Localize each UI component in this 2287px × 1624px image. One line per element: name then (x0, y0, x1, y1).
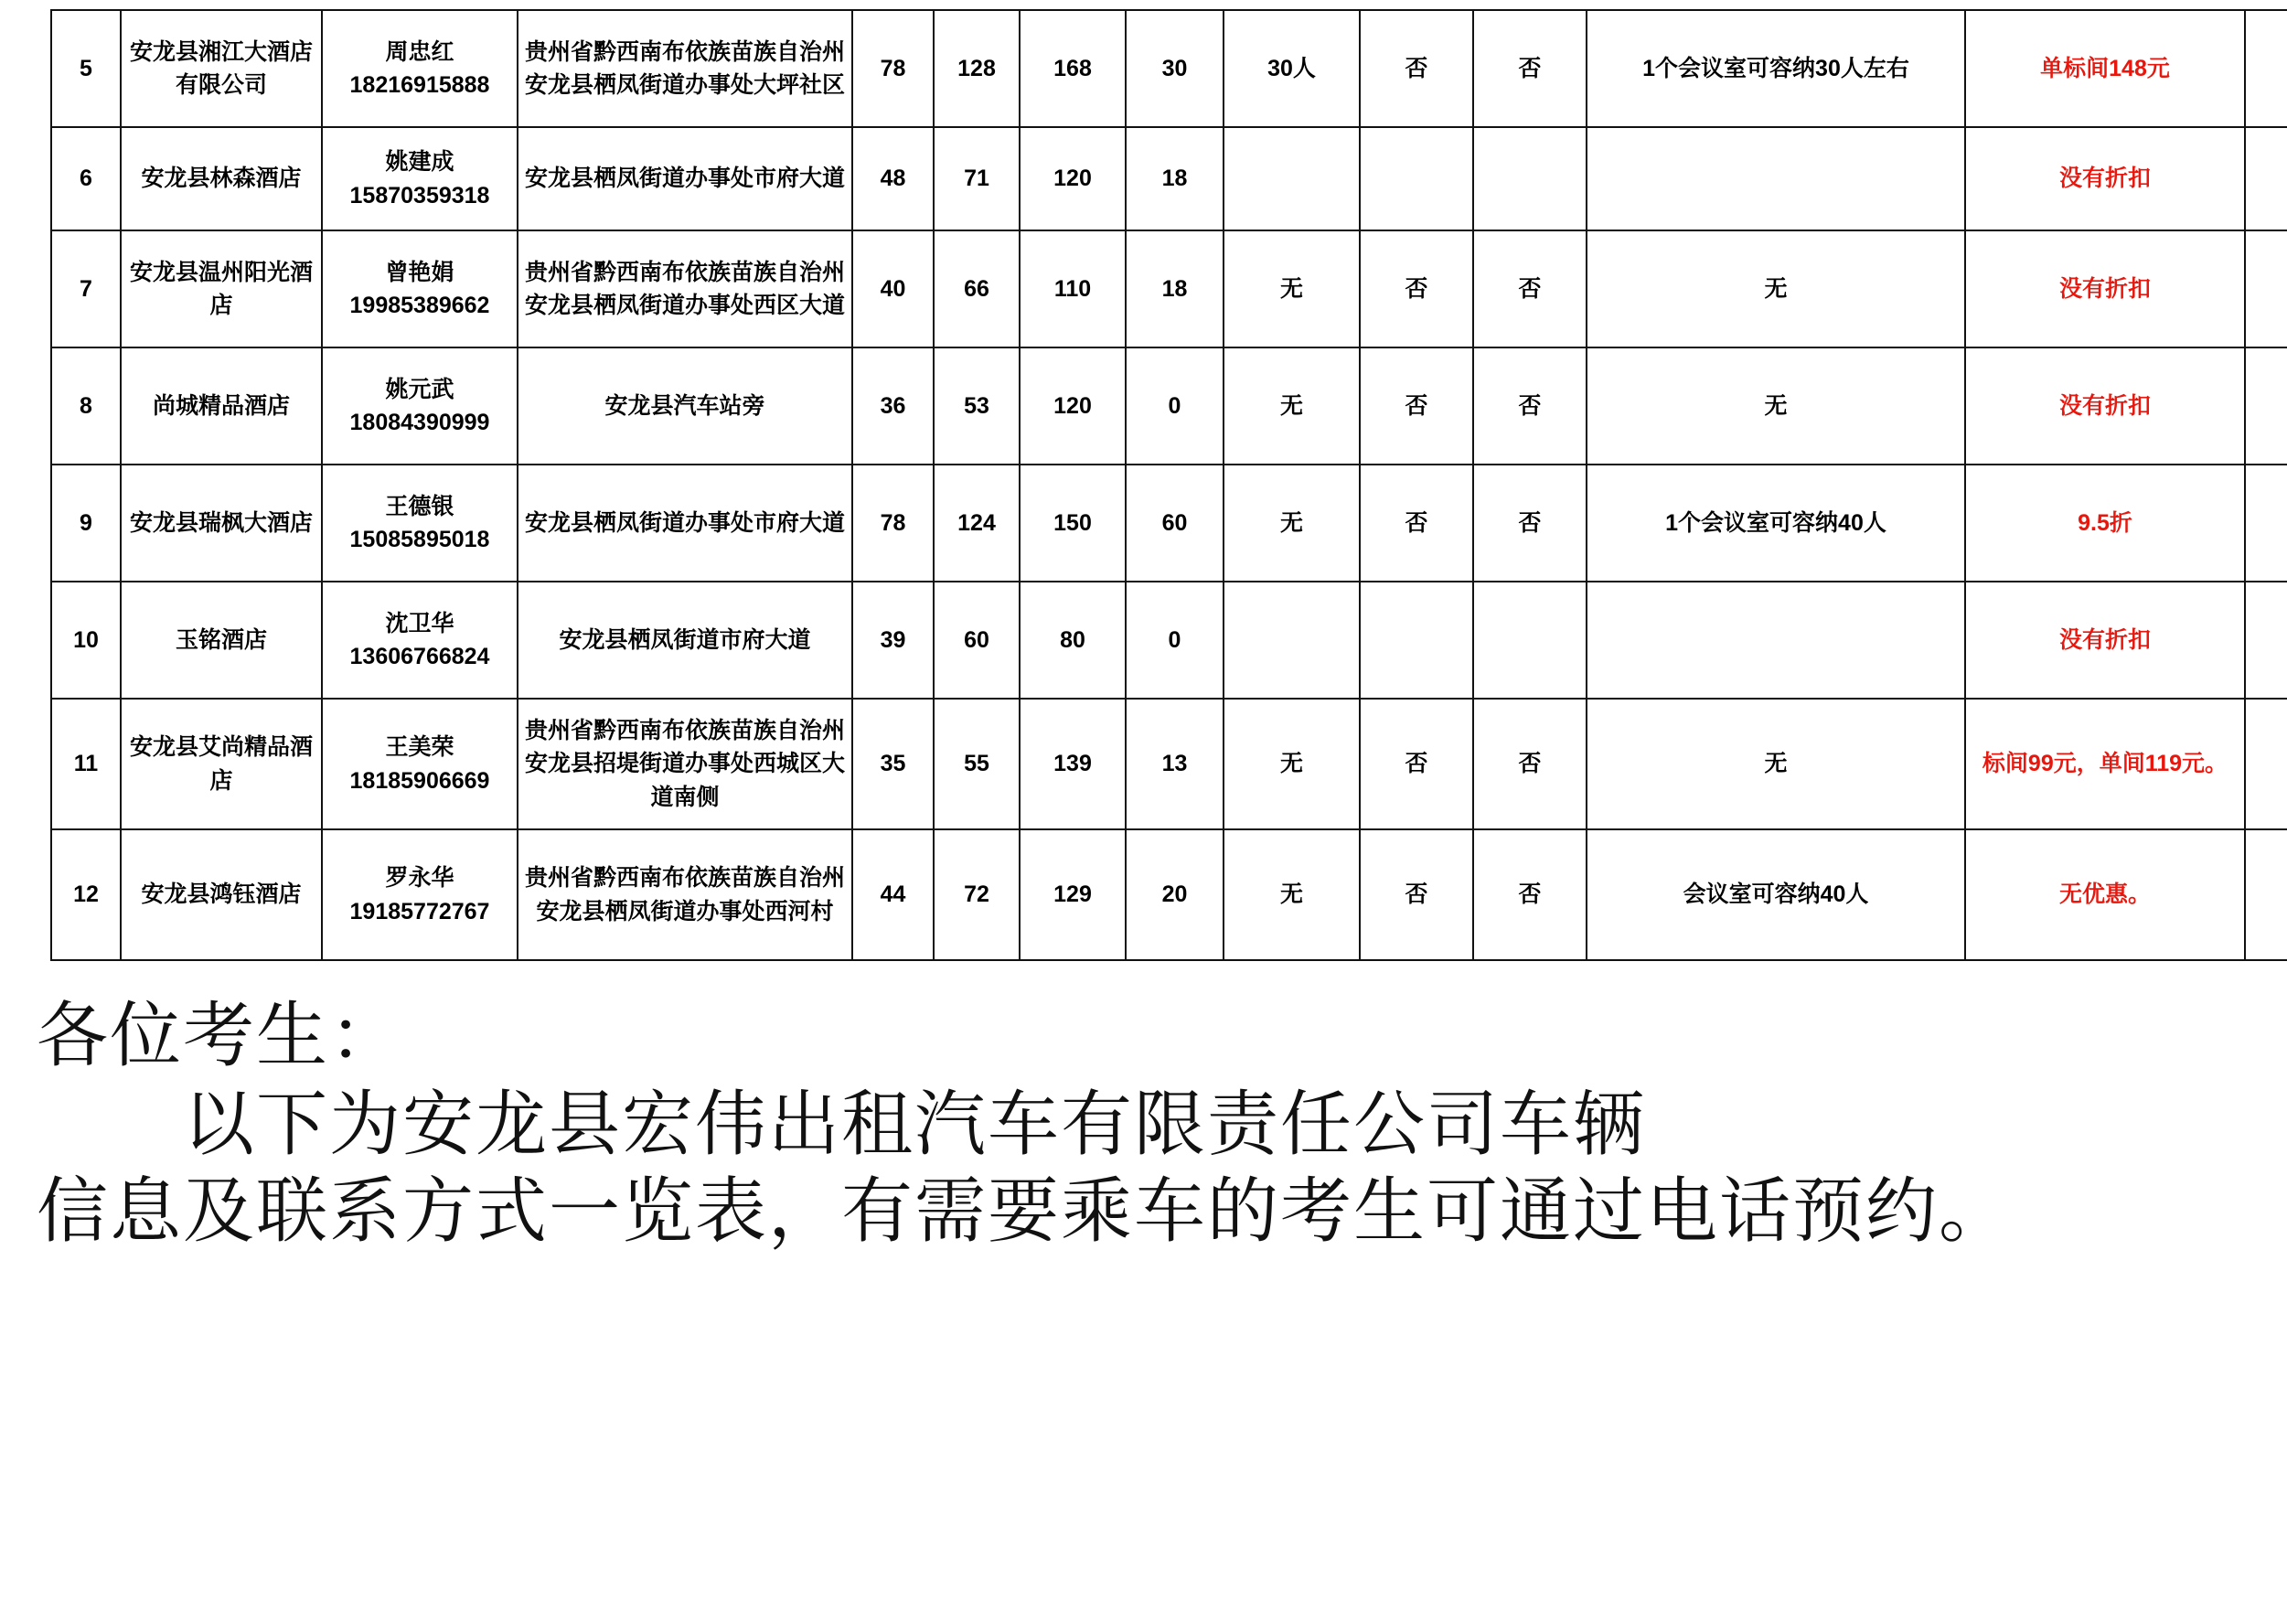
standard-room-count: 39 (852, 582, 934, 699)
row-index: 9 (51, 465, 121, 582)
conference-info: 会议室可容纳40人 (1587, 829, 1965, 960)
discount-info: 标间99元，单间119元。 (1965, 699, 2245, 829)
hotel-address: 贵州省黔西南布依族苗族自治州安龙县栖凤街道办事处大坪社区 (518, 10, 852, 127)
meeting-capacity (1224, 127, 1360, 230)
contact-cell (322, 582, 518, 699)
invoice-available: 否 (1360, 465, 1473, 582)
contact-name: 罗永华 (385, 865, 454, 892)
row-index: 6 (51, 127, 121, 230)
table-row (51, 347, 2287, 465)
suite-count: 0 (1126, 582, 1224, 699)
table-row (51, 699, 2287, 829)
suite-count: 18 (1126, 230, 1224, 347)
remark (2245, 829, 2287, 960)
meeting-capacity: 无 (1224, 465, 1360, 582)
notice-body-first-line: 以下为安龙县宏伟出租汽车有限责任公司车辆 (183, 1084, 1647, 1165)
suite-count: 20 (1126, 829, 1224, 960)
hotel-address: 贵州省黔西南布依族苗族自治州安龙县招堤街道办事处西城区大道南侧 (518, 699, 852, 829)
discount-info: 没有折扣 (1965, 347, 2245, 465)
table-row (51, 10, 2287, 127)
card-available: 否 (1473, 829, 1587, 960)
conference-info: 无 (1587, 230, 1965, 347)
conference-info: 无 (1587, 347, 1965, 465)
hotel-address: 安龙县栖凤街道办事处市府大道 (518, 465, 852, 582)
contact-name: 王美荣 (385, 734, 454, 761)
invoice-available (1360, 582, 1473, 699)
table-row (51, 230, 2287, 347)
card-available: 否 (1473, 465, 1587, 582)
discount-info: 没有折扣 (1965, 582, 2245, 699)
invoice-available: 否 (1360, 829, 1473, 960)
discount-info: 没有折扣 (1965, 230, 2245, 347)
remark (2245, 465, 2287, 582)
row-index: 7 (51, 230, 121, 347)
invoice-available (1360, 127, 1473, 230)
single-room-count: 60 (934, 582, 1020, 699)
standard-room-count: 78 (852, 10, 934, 127)
notice-body (37, 1081, 2250, 1255)
contact-name: 姚建成 (385, 149, 454, 176)
contact-cell (322, 829, 518, 960)
single-room-count: 71 (934, 127, 1020, 230)
meeting-capacity: 无 (1224, 829, 1360, 960)
discount-info: 单标间148元 (1965, 10, 2245, 127)
contact-cell (322, 127, 518, 230)
remark (2245, 699, 2287, 829)
row-index: 12 (51, 829, 121, 960)
max-price: 110 (1020, 230, 1126, 347)
standard-room-count: 48 (852, 127, 934, 230)
single-room-count: 72 (934, 829, 1020, 960)
remark (2245, 230, 2287, 347)
single-room-count: 66 (934, 230, 1020, 347)
discount-info: 无优惠。 (1965, 829, 2245, 960)
conference-info (1587, 127, 1965, 230)
notice-body-rest: 信息及联系方式一览表，有需要乘车的考生可通过电话预约。 (37, 1171, 2013, 1252)
row-index: 8 (51, 347, 121, 465)
remark (2245, 10, 2287, 127)
max-price: 129 (1020, 829, 1126, 960)
conference-info: 无 (1587, 699, 1965, 829)
contact-phone: 15085895018 (349, 527, 490, 552)
standard-room-count: 44 (852, 829, 934, 960)
table-row (51, 127, 2287, 230)
invoice-available: 否 (1360, 10, 1473, 127)
suite-count: 13 (1126, 699, 1224, 829)
max-price: 150 (1020, 465, 1126, 582)
hotel-address: 贵州省黔西南布依族苗族自治州安龙县栖凤街道办事处西河村 (518, 829, 852, 960)
meeting-capacity: 无 (1224, 347, 1360, 465)
meeting-capacity (1224, 582, 1360, 699)
contact-cell (322, 699, 518, 829)
remark (2245, 127, 2287, 230)
card-available: 否 (1473, 347, 1587, 465)
single-room-count: 55 (934, 699, 1020, 829)
contact-cell (322, 230, 518, 347)
discount-info: 没有折扣 (1965, 127, 2245, 230)
contact-name: 曾艳娟 (385, 259, 454, 285)
contact-phone: 19185772767 (349, 898, 490, 924)
row-index: 11 (51, 699, 121, 829)
remark (2245, 347, 2287, 465)
hotel-name: 安龙县温州阳光酒店 (121, 230, 322, 347)
contact-name: 周忠红 (385, 38, 454, 65)
table-row (51, 582, 2287, 699)
standard-room-count: 35 (852, 699, 934, 829)
table-row (51, 829, 2287, 960)
hotel-address: 安龙县栖凤街道办事处市府大道 (518, 127, 852, 230)
hotel-table-body (51, 10, 2287, 960)
card-available: 否 (1473, 10, 1587, 127)
row-index: 10 (51, 582, 121, 699)
suite-count: 0 (1126, 347, 1224, 465)
standard-room-count: 36 (852, 347, 934, 465)
hotel-address: 安龙县栖凤街道市府大道 (518, 582, 852, 699)
hotel-name: 安龙县鸿钰酒店 (121, 829, 322, 960)
contact-name: 姚元武 (385, 376, 454, 402)
max-price: 139 (1020, 699, 1126, 829)
contact-phone: 15870359318 (349, 182, 490, 208)
single-room-count: 128 (934, 10, 1020, 127)
remark (2245, 582, 2287, 699)
contact-phone: 19985389662 (349, 293, 490, 318)
notice-section (0, 961, 2287, 1255)
discount-info: 9.5折 (1965, 465, 2245, 582)
max-price: 80 (1020, 582, 1126, 699)
contact-cell (322, 465, 518, 582)
max-price: 168 (1020, 10, 1126, 127)
hotel-name: 尚城精品酒店 (121, 347, 322, 465)
hotel-table (50, 9, 2287, 961)
max-price: 120 (1020, 127, 1126, 230)
table-row (51, 465, 2287, 582)
contact-cell (322, 347, 518, 465)
invoice-available: 否 (1360, 699, 1473, 829)
hotel-address: 安龙县汽车站旁 (518, 347, 852, 465)
conference-info: 1个会议室可容纳30人左右 (1587, 10, 1965, 127)
contact-name: 王德银 (385, 493, 454, 519)
meeting-capacity: 无 (1224, 699, 1360, 829)
hotel-name: 安龙县湘江大酒店有限公司 (121, 10, 322, 127)
contact-phone: 18216915888 (349, 72, 490, 98)
notice-salutation: 各位考生： (37, 996, 403, 1075)
single-room-count: 124 (934, 465, 1020, 582)
single-room-count: 53 (934, 347, 1020, 465)
standard-room-count: 78 (852, 465, 934, 582)
standard-room-count: 40 (852, 230, 934, 347)
card-available (1473, 127, 1587, 230)
hotel-name: 安龙县瑞枫大酒店 (121, 465, 322, 582)
suite-count: 30 (1126, 10, 1224, 127)
row-index: 5 (51, 10, 121, 127)
suite-count: 18 (1126, 127, 1224, 230)
card-available: 否 (1473, 230, 1587, 347)
suite-count: 60 (1126, 465, 1224, 582)
conference-info: 1个会议室可容纳40人 (1587, 465, 1965, 582)
meeting-capacity: 无 (1224, 230, 1360, 347)
conference-info (1587, 582, 1965, 699)
contact-cell (322, 10, 518, 127)
max-price: 120 (1020, 347, 1126, 465)
contact-name: 沈卫华 (385, 610, 454, 636)
hotel-name: 安龙县林森酒店 (121, 127, 322, 230)
contact-phone: 13606766824 (349, 644, 490, 669)
card-available (1473, 582, 1587, 699)
invoice-available: 否 (1360, 347, 1473, 465)
contact-phone: 18084390999 (349, 410, 490, 435)
contact-phone: 18185906669 (349, 767, 490, 794)
meeting-capacity: 30人 (1224, 10, 1360, 127)
hotel-name: 玉铭酒店 (121, 582, 322, 699)
card-available: 否 (1473, 699, 1587, 829)
invoice-available: 否 (1360, 230, 1473, 347)
hotel-name: 安龙县艾尚精品酒店 (121, 699, 322, 829)
hotel-address: 贵州省黔西南布依族苗族自治州安龙县栖凤街道办事处西区大道 (518, 230, 852, 347)
